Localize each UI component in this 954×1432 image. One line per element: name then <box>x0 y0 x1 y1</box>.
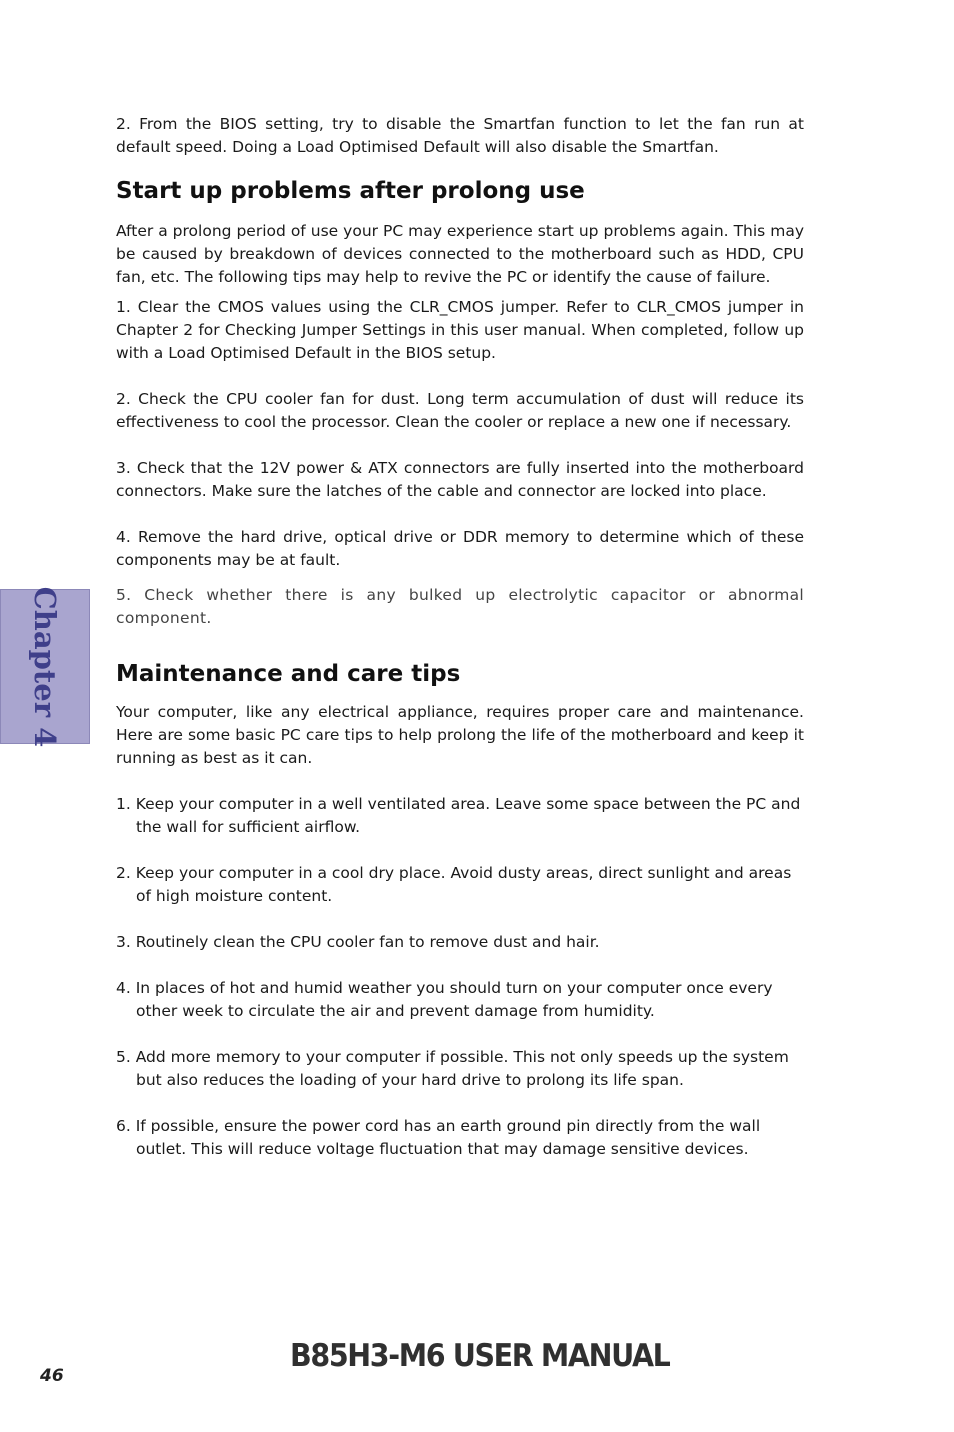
startup-tip-5: 5. Check whether there is any bulked up electrolytic capacitor or abnormal component. <box>116 586 804 627</box>
maintenance-tip-2: 2. Keep your computer in a cool dry place. Avoid dusty areas, direct sunlight and areas of high moisture content. <box>116 864 792 905</box>
startup-tip-3: 3. Check that the 12V power & ATX connectors are fully inserted into the motherboard connectors. Make sure the latches of the cable and connector are locked into place. <box>116 459 804 500</box>
startup-problems-heading: Start up problems after prolong use <box>116 178 585 204</box>
startup-tip-2: 2. Check the CPU cooler fan for dust. Long term accumulation of dust will reduce its effectiveness to cool the processor. Clean the cooler or replace a new one if necessary. <box>116 390 804 431</box>
maintenance-tip-6: 6. If possible, ensure the power cord has an earth ground pin directly from the wall outlet. This will reduce voltage fluctuation that may damage sensitive devices. <box>116 1117 761 1158</box>
page-number: 46 <box>40 1366 64 1386</box>
manual-title: B85H3-M6 USER MANUAL <box>290 1338 670 1374</box>
startup-intro-paragraph: After a prolong period of use your PC may experience start up problems again. This may be caused by breakdown of devices connected to the motherboard such as HDD, CPU fan, etc. The following tips may help to revive the PC or identify the cause of failure. <box>116 222 804 286</box>
maintenance-heading: Maintenance and care tips <box>116 661 461 687</box>
bios-smartfan-tip: 2. From the BIOS setting, try to disable the Smartfan function to let the fan run at default speed. Doing a Load Optimised Default will also disable the Smartfan. <box>116 115 804 156</box>
maintenance-intro-paragraph: Your computer, like any electrical appliance, requires proper care and maintenance. Here are some basic PC care tips to help prolong the life of the motherboard and keep it running as best as it can. <box>116 703 804 767</box>
chapter-tab <box>0 586 90 747</box>
startup-tip-4: 4. Remove the hard drive, optical drive or DDR memory to determine which of these components may be at fault. <box>116 528 804 569</box>
startup-tip-1: 1. Clear the CMOS values using the CLR_CMOS jumper. Refer to CLR_CMOS jumper in Chapter 2 for Checking Jumper Settings in this user manual. When completed, follow up with a Load Optimised Default in the BIOS setup. <box>116 298 804 362</box>
maintenance-tip-3: 3. Routinely clean the CPU cooler fan to remove dust and hair. <box>116 933 600 951</box>
page-content <box>116 113 804 1161</box>
maintenance-tip-4: 4. In places of hot and humid weather you should turn on your computer once every other week to circulate the air and prevent damage from humidity. <box>116 979 773 1020</box>
maintenance-tip-1: 1. Keep your computer in a well ventilated area. Leave some space between the PC and the wall for sufficient airflow. <box>116 795 801 836</box>
chapter-label: Chapter 4 <box>28 586 62 747</box>
maintenance-tip-5: 5. Add more memory to your computer if possible. This not only speeds up the system but also reduces the loading of your hard drive to prolong its life span. <box>116 1048 789 1089</box>
